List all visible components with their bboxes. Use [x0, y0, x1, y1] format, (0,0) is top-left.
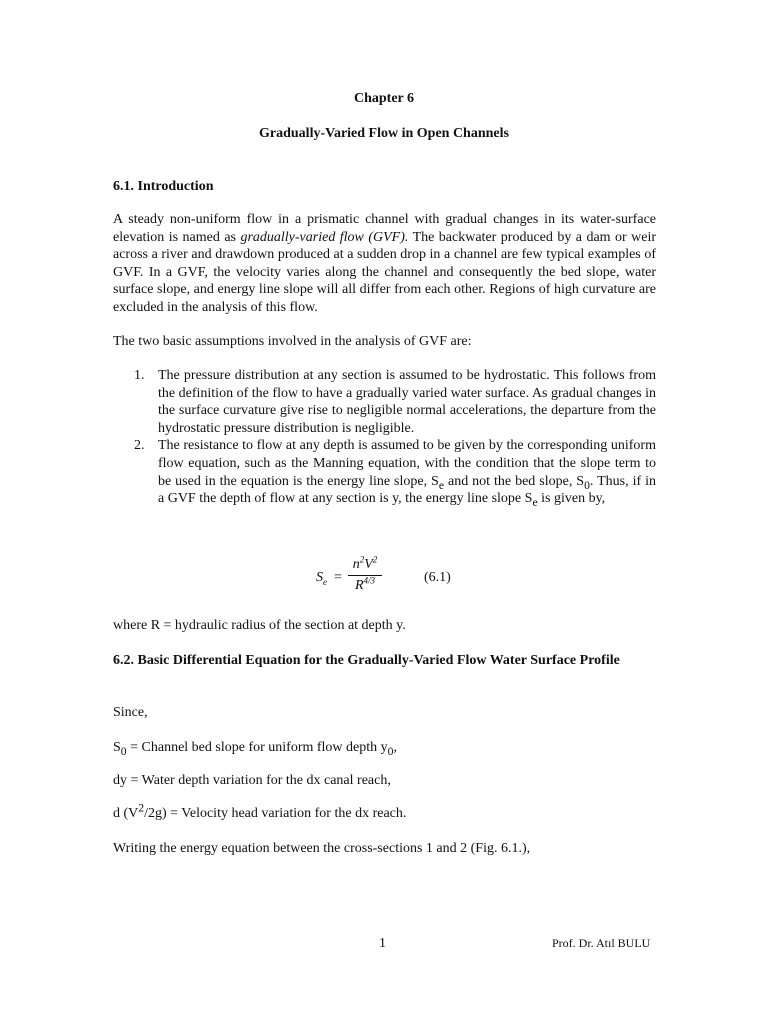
intro-italic-term: gradually-varied flow (GVF).	[240, 229, 409, 245]
definition-bed-slope: $S_0$ = Channel bed slope for uniform flow depth $y_0$,	[113, 740, 397, 758]
intro-paragraph	[113, 211, 656, 317]
equation-lhs: $S_e$	[316, 570, 327, 587]
chapter-label: Chapter 6	[353, 91, 415, 106]
equation-fraction	[348, 556, 382, 595]
energy-equation-intro: Writing the energy equation between the cross-sections 1 and 2 (Fig. 6.1.),	[113, 841, 531, 856]
section-heading-introduction: 6.1. Introduction	[113, 179, 214, 194]
subscript-0: 0	[584, 478, 590, 492]
subscript-e: e	[532, 495, 538, 509]
page-number: 1	[379, 936, 386, 951]
list-item-text: The pressure distribution at any section is assumed to be hydrostatic. This follows from the definition of the flow to have a gradually varied water surface. As gradual changes in the surface curvature give rise to negligible normal accelerations, the departure from the hydrostatic pressure distribution is negligible.	[158, 368, 656, 436]
where-clause: where R = hydraulic radius of the section at depth y.	[113, 618, 406, 633]
definition-velocity-head: d $(V^2/2g)$ = Velocity head variation for the dx reach.	[113, 801, 407, 821]
equation-6-1	[300, 556, 500, 602]
list-item-text-a: The resistance to flow at any depth is assumed to be given by the corresponding uniform flow equation, such as the Manning equation, with the condition that the slope term to be used in the equation is the energy line slope, S	[158, 438, 656, 489]
list-item	[113, 437, 656, 507]
assumptions-intro: The two basic assumptions involved in the analysis of GVF are:	[113, 334, 472, 349]
equation-equals: =	[334, 570, 342, 585]
assumptions-list	[113, 367, 656, 508]
list-item-number: 2.	[134, 438, 145, 454]
intro-text-end: The backwater produced by a dam or weir across a river and drawdown produced at a sudden drop in a channel are few typical examples of GVF. In a GVF, the velocity varies along the channel and consequently the bed slope, water surface slope, and energy line slope will all differ from each other. Regions of high curvature are excluded in the analysis of this flow.	[113, 229, 656, 315]
equation-numerator: $n^2V^2$	[352, 554, 378, 572]
list-item-number: 1.	[134, 368, 145, 383]
subscript-e: e	[438, 478, 445, 492]
intro-text-start: A steady non-uniform flow in a prismatic channel with gradual changes in its water-surface elevation is named as	[113, 212, 656, 245]
equation-number: (6.1)	[424, 570, 451, 585]
equation-denominator: $R^{4/3}$	[354, 575, 376, 593]
footer-author: Prof. Dr. Atıl BULU	[552, 936, 651, 950]
since-text: Since,	[113, 705, 148, 720]
definition-depth-variation: dy = Water depth variation for the dx canal reach,	[113, 773, 391, 788]
section-heading-differential-equation: 6.2. Basic Differential Equation for the Gradually-Varied Flow Water Surface Profile	[113, 653, 620, 668]
list-item-text-b: and not the bed slope, S	[444, 473, 585, 489]
list-item-text-c: . Thus, if in a GVF the depth of flow at any section is y, the energy line slope S	[158, 473, 656, 507]
chapter-title: Gradually-Varied Flow in Open Channels	[259, 126, 509, 141]
list-item-text-d: is given by,	[537, 491, 606, 507]
list-item	[113, 367, 656, 437]
